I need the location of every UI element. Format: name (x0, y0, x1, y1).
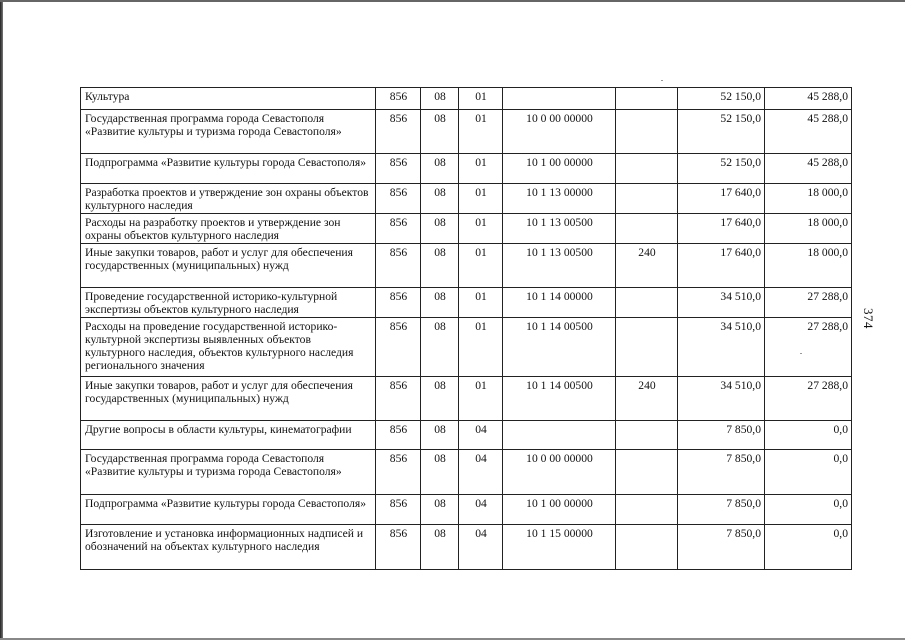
cell-vr (616, 110, 678, 154)
cell-pr: 04 (459, 495, 503, 525)
cell-sum-2: 0,0 (765, 450, 852, 495)
table-row (81, 154, 852, 184)
cell-sum-2: 0,0 (765, 525, 852, 570)
cell-sum-1: 34 510,0 (678, 288, 765, 318)
cell-vr (616, 450, 678, 495)
cell-name: Подпрограмма «Развитие культуры города Севастополя» (81, 154, 376, 184)
cell-rz: 08 (421, 88, 459, 110)
cell-ved: 856 (376, 110, 421, 154)
cell-sum-2: 45 288,0 (765, 88, 852, 110)
cell-pr: 01 (459, 244, 503, 288)
scan-left-edge (0, 0, 3, 640)
cell-ved: 856 (376, 450, 421, 495)
cell-name: Иные закупки товаров, работ и услуг для обеспечения государственных (муниципальных) нужд (81, 377, 376, 421)
cell-sum-1: 52 150,0 (678, 110, 765, 154)
cell-name: Государственная программа города Севастополя «Развитие культуры и туризма города Севастополя» (81, 110, 376, 154)
cell-sum-2: 27 288,0 (765, 288, 852, 318)
cell-sum-1: 7 850,0 (678, 495, 765, 525)
cell-ved: 856 (376, 525, 421, 570)
table-row (81, 88, 852, 110)
cell-vr (616, 525, 678, 570)
cell-rz: 08 (421, 450, 459, 495)
cell-csr (503, 421, 616, 450)
cell-vr (616, 288, 678, 318)
cell-csr: 10 1 14 00500 (503, 318, 616, 377)
cell-csr: 10 0 00 00000 (503, 110, 616, 154)
cell-ved: 856 (376, 495, 421, 525)
table-row (81, 318, 852, 377)
cell-sum-2: 0,0 (765, 495, 852, 525)
cell-name: Проведение государственной историко-культурной экспертизы объектов культурного наследия (81, 288, 376, 318)
cell-rz: 08 (421, 184, 459, 214)
cell-pr: 01 (459, 154, 503, 184)
cell-csr: 10 1 00 00000 (503, 495, 616, 525)
cell-sum-2: 45 288,0 (765, 110, 852, 154)
table-row (81, 184, 852, 214)
cell-name: Другие вопросы в области культуры, кинематографии (81, 421, 376, 450)
cell-csr: 10 0 00 00000 (503, 450, 616, 495)
cell-csr: 10 1 15 00000 (503, 525, 616, 570)
table-row (81, 377, 852, 421)
cell-rz: 08 (421, 421, 459, 450)
cell-ved: 856 (376, 88, 421, 110)
cell-sum-2: 18 000,0 (765, 214, 852, 244)
cell-sum-1: 34 510,0 (678, 318, 765, 377)
cell-ved: 856 (376, 288, 421, 318)
cell-pr: 01 (459, 377, 503, 421)
cell-csr: 10 1 00 00000 (503, 154, 616, 184)
cell-vr (616, 88, 678, 110)
cell-pr: 01 (459, 110, 503, 154)
cell-sum-1: 7 850,0 (678, 525, 765, 570)
cell-rz: 08 (421, 525, 459, 570)
cell-rz: 08 (421, 110, 459, 154)
cell-rz: 08 (421, 495, 459, 525)
cell-csr: 10 1 14 00000 (503, 288, 616, 318)
cell-name: Разработка проектов и утверждение зон охраны объектов культурного наследия (81, 184, 376, 214)
table-row (81, 214, 852, 244)
cell-sum-2: 18 000,0 (765, 244, 852, 288)
cell-csr: 10 1 13 00500 (503, 244, 616, 288)
table-row (81, 495, 852, 525)
cell-vr (616, 154, 678, 184)
cell-vr (616, 495, 678, 525)
cell-name: Государственная программа города Севастополя «Развитие культуры и туризма города Севастополя» (81, 450, 376, 495)
cell-rz: 08 (421, 214, 459, 244)
cell-vr: 240 (616, 244, 678, 288)
cell-ved: 856 (376, 318, 421, 377)
cell-sum-1: 17 640,0 (678, 244, 765, 288)
table-row (81, 288, 852, 318)
cell-sum-1: 34 510,0 (678, 377, 765, 421)
scan-top-edge (0, 0, 905, 2)
cell-sum-1: 17 640,0 (678, 214, 765, 244)
cell-sum-1: 52 150,0 (678, 88, 765, 110)
cell-sum-1: 7 850,0 (678, 421, 765, 450)
cell-name: Расходы на проведение государственной историко-культурной экспертизы выявленных объектов культурного наследия, объектов культурного наследия регионального значения (81, 318, 376, 377)
cell-pr: 01 (459, 288, 503, 318)
cell-sum-2: 45 288,0 (765, 154, 852, 184)
page-number: 374 (861, 308, 876, 329)
cell-sum-2: 0,0 (765, 421, 852, 450)
cell-rz: 08 (421, 318, 459, 377)
cell-name: Иные закупки товаров, работ и услуг для обеспечения государственных (муниципальных) нужд (81, 244, 376, 288)
cell-ved: 856 (376, 377, 421, 421)
cell-pr: 04 (459, 525, 503, 570)
cell-sum-1: 17 640,0 (678, 184, 765, 214)
cell-vr (616, 184, 678, 214)
table-row (81, 110, 852, 154)
cell-ved: 856 (376, 154, 421, 184)
table-row (81, 525, 852, 570)
cell-vr (616, 421, 678, 450)
cell-csr: 10 1 13 00500 (503, 214, 616, 244)
scan-speck (661, 80, 663, 81)
table-row (81, 450, 852, 495)
cell-sum-1: 52 150,0 (678, 154, 765, 184)
cell-pr: 01 (459, 88, 503, 110)
cell-pr: 01 (459, 184, 503, 214)
cell-name: Подпрограмма «Развитие культуры города Севастополя» (81, 495, 376, 525)
cell-csr: 10 1 14 00500 (503, 377, 616, 421)
cell-ved: 856 (376, 214, 421, 244)
cell-sum-2: 18 000,0 (765, 184, 852, 214)
cell-pr: 01 (459, 318, 503, 377)
table-row (81, 244, 852, 288)
cell-sum-1: 7 850,0 (678, 450, 765, 495)
table-row (81, 421, 852, 450)
budget-table (80, 87, 852, 570)
cell-name: Изготовление и установка информационных надписей и обозначений на объектах культурного наследия (81, 525, 376, 570)
cell-sum-2: 27 288,0 (765, 377, 852, 421)
cell-csr (503, 88, 616, 110)
cell-vr (616, 318, 678, 377)
budget-table-body (81, 88, 852, 570)
cell-rz: 08 (421, 244, 459, 288)
cell-pr: 04 (459, 421, 503, 450)
cell-name: Культура (81, 88, 376, 110)
cell-csr: 10 1 13 00000 (503, 184, 616, 214)
cell-name: Расходы на разработку проектов и утверждение зон охраны объектов культурного наследия (81, 214, 376, 244)
cell-ved: 856 (376, 184, 421, 214)
cell-pr: 04 (459, 450, 503, 495)
cell-rz: 08 (421, 288, 459, 318)
cell-rz: 08 (421, 154, 459, 184)
cell-vr (616, 214, 678, 244)
cell-ved: 856 (376, 421, 421, 450)
cell-vr: 240 (616, 377, 678, 421)
cell-rz: 08 (421, 377, 459, 421)
cell-pr: 01 (459, 214, 503, 244)
cell-ved: 856 (376, 244, 421, 288)
cell-sum-2: 27 288,0 (765, 318, 852, 377)
